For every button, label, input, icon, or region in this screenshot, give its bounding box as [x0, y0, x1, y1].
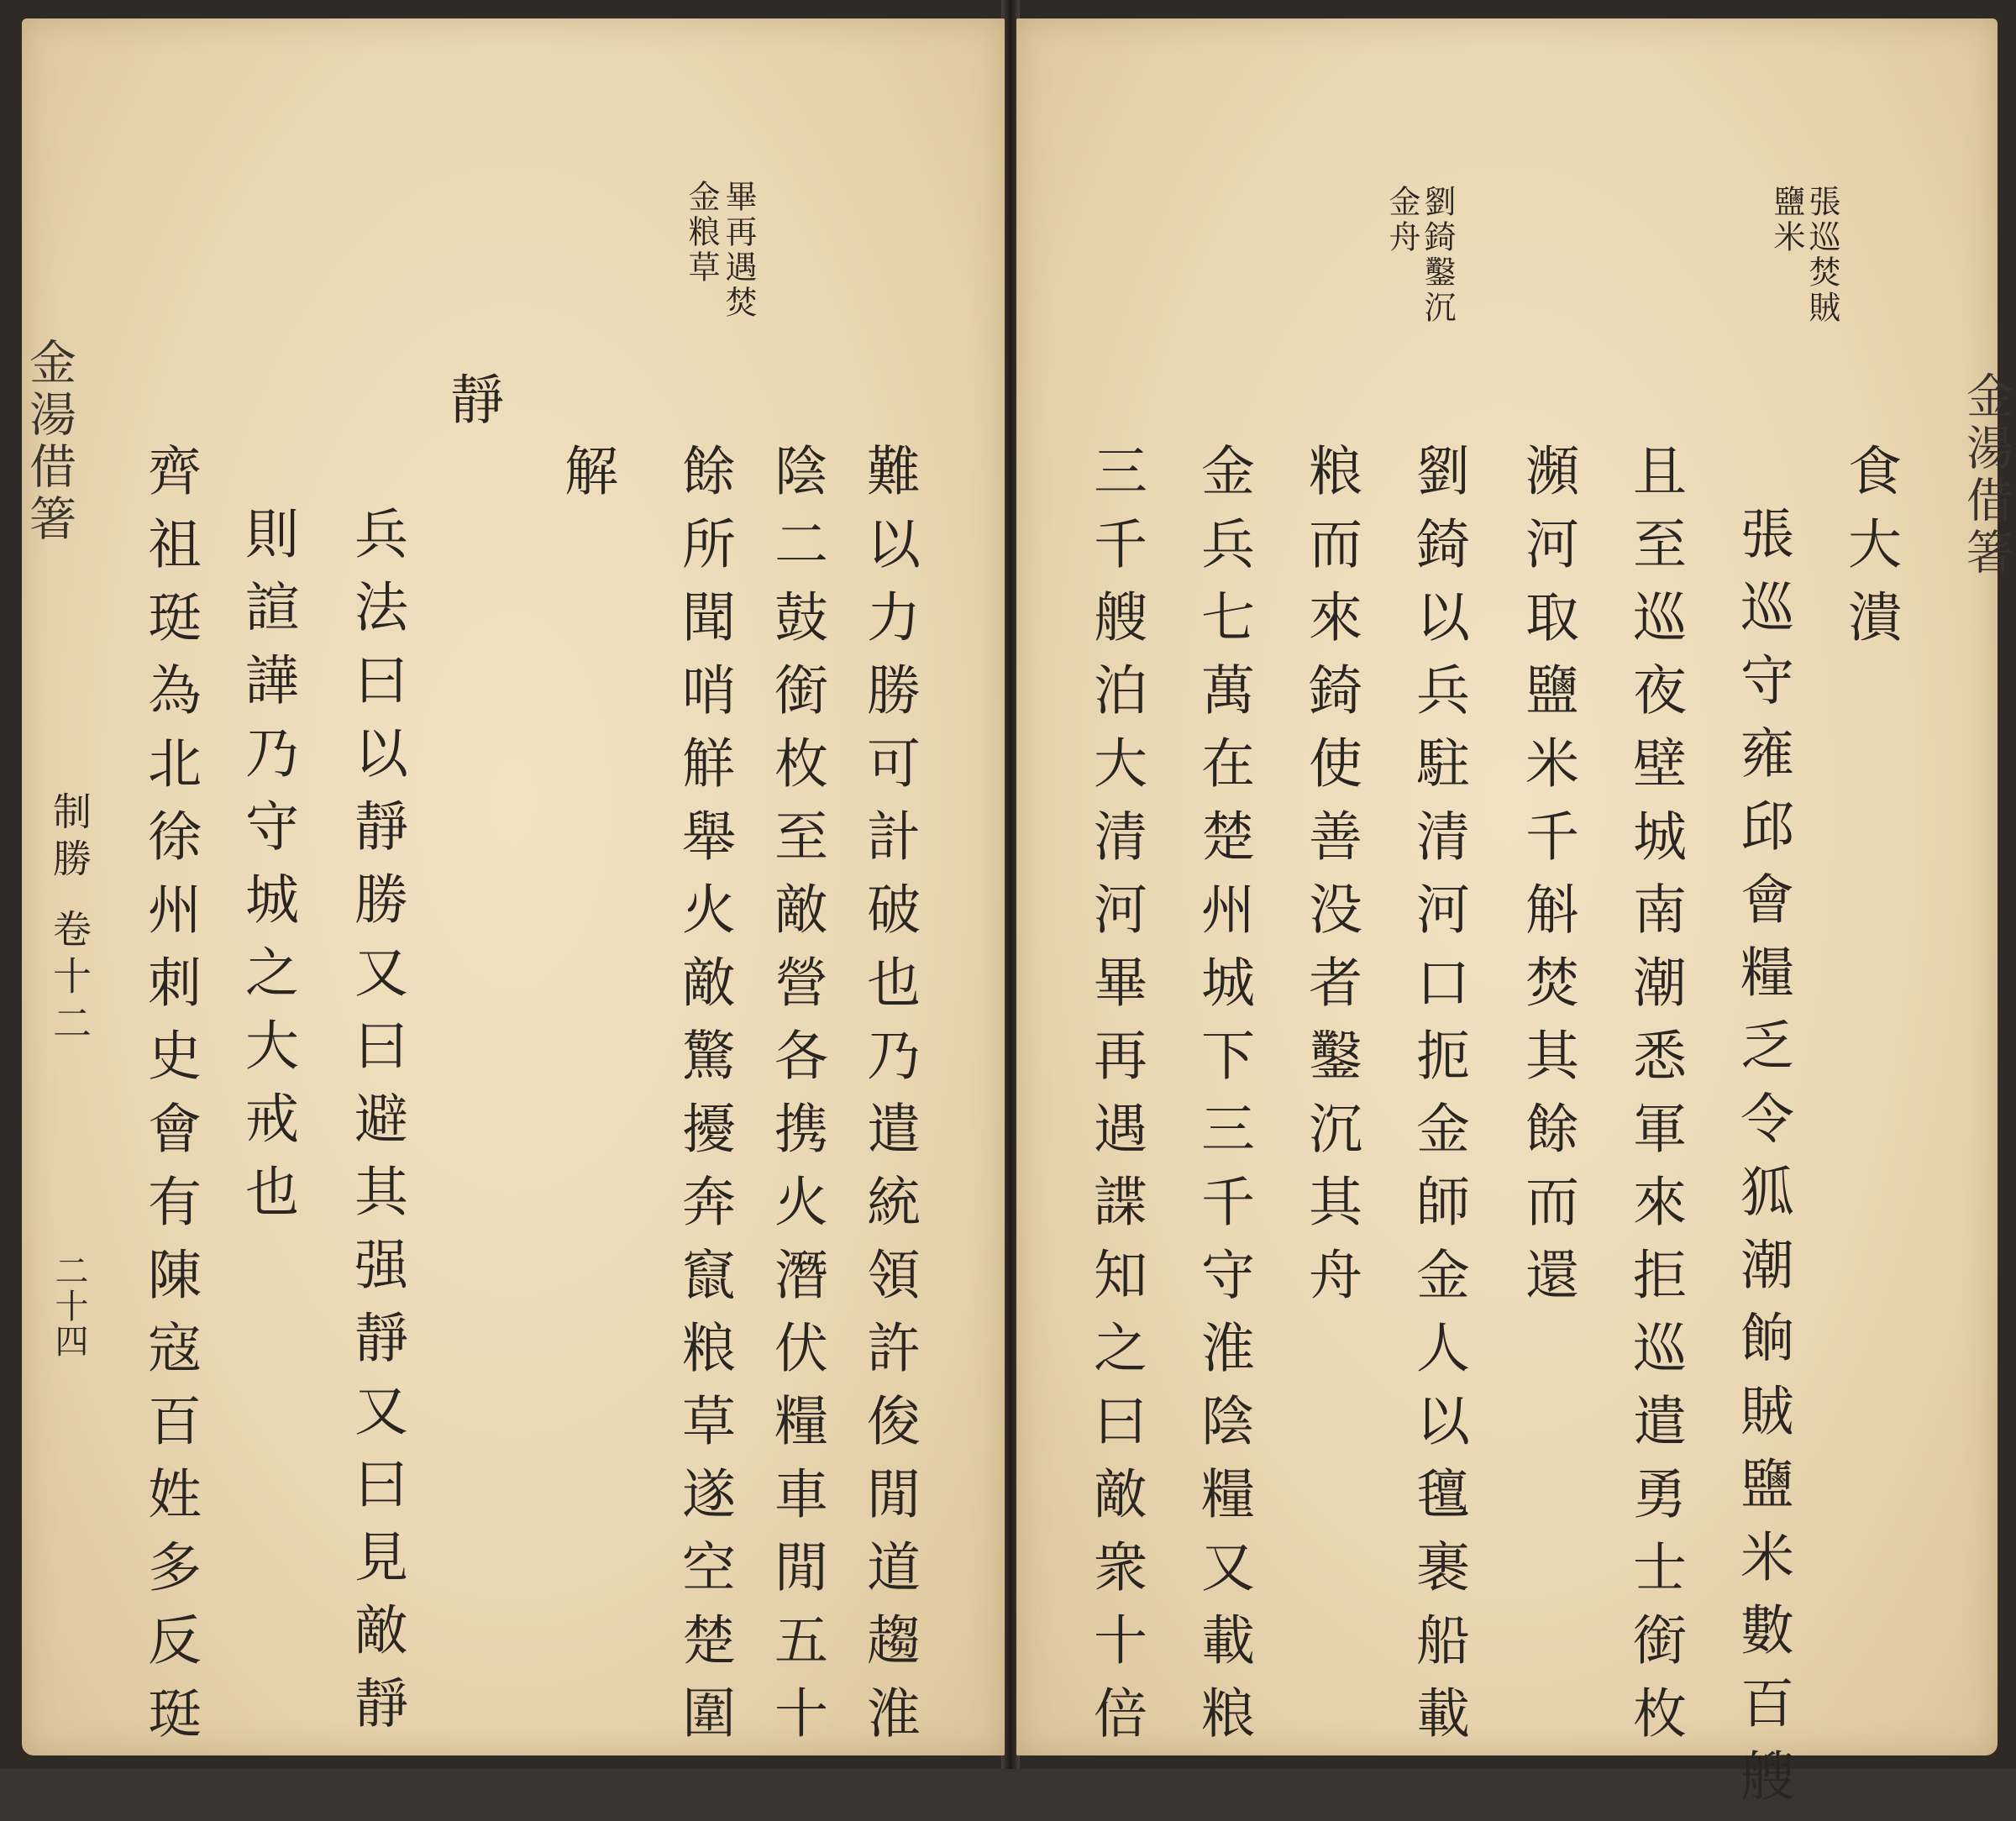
left-page — [22, 18, 1005, 1758]
folio-number: 二十四 — [50, 1253, 88, 1359]
text-column-7: 金兵七萬在楚州城下三千守淮陰糧又載粮 — [1192, 443, 1254, 1758]
text-column-2: 張巡守雍邱會糧乏令狐潮餉賊鹽米數百艘 — [1731, 506, 1793, 1821]
text-column-7: 齊祖珽為北徐州刺史會有陳寇百姓多反珽 — [139, 443, 201, 1758]
text-column-5: 劉錡以兵駐清河口扼金師金人以氊裹船載 — [1407, 443, 1469, 1758]
margin-title: 金湯借箸 — [1959, 371, 2013, 580]
text-column-1: 食大潰 — [1839, 443, 1901, 662]
heading-note-4: 金舟 — [1383, 185, 1420, 255]
heading-note-2: 金粮草 — [683, 180, 720, 286]
heading-note-3: 劉錡鑿沉 — [1419, 185, 1456, 326]
text-column-1: 難以力勝可計破也乃遣統領許俊閒道趨淮 — [858, 443, 920, 1758]
right-page — [1016, 18, 2013, 1821]
text-column-2: 陰二鼓銜枚至敵營各携火潛伏糧車閒五十 — [765, 443, 827, 1758]
heading-note-1: 畢再遇焚 — [720, 180, 757, 321]
text-column-3: 餘所聞哨觧舉火敵驚擾奔竄粮草遂空楚圍 — [673, 443, 735, 1758]
text-column-5: 兵法曰以靜勝又曰避其强靜又曰見敵靜 — [345, 506, 407, 1748]
section-heading: 靜 — [441, 371, 503, 444]
text-column-4: 瀕河取鹽米千斛焚其餘而還 — [1516, 443, 1578, 1320]
text-column-8: 三千艘泊大清河畢再遇諜知之曰敵衆十倍 — [1084, 443, 1147, 1758]
text-column-6: 粮而來錡使善没者鑿沉其舟 — [1299, 443, 1362, 1320]
text-column-6: 則諠譁乃守城之大戒也 — [236, 506, 298, 1236]
margin-volume: 卷十二 — [47, 909, 92, 1050]
text-column-3: 且至巡夜壁城南潮悉軍來拒巡遣勇士銜枚 — [1624, 443, 1686, 1758]
margin-section: 制勝 — [47, 791, 92, 885]
heading-note-2: 鹽米 — [1768, 185, 1805, 255]
margin-title: 金湯借箸 — [22, 338, 76, 546]
text-column-4: 解 — [555, 443, 617, 516]
heading-note-1: 張巡焚賊 — [1803, 185, 1840, 326]
